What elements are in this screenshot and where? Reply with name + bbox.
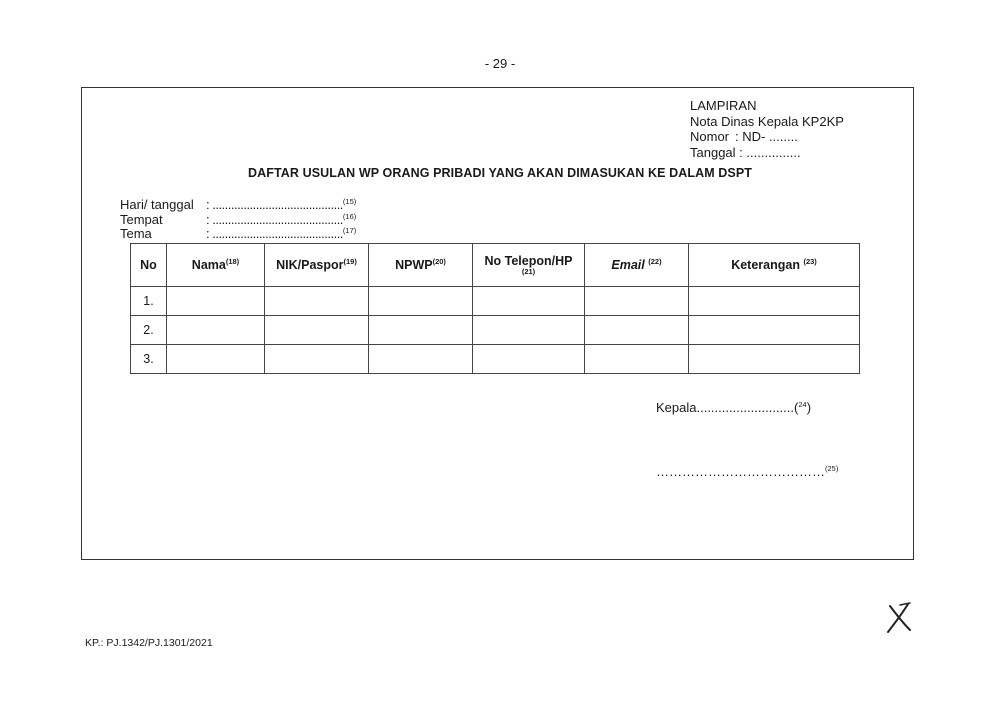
field-hari-tanggal (120, 198, 356, 213)
kepala-signature-line (656, 400, 811, 415)
cell-nik (265, 345, 369, 374)
row-number: 1. (131, 287, 167, 316)
lampiran-block (690, 98, 844, 160)
cell-nama (167, 345, 265, 374)
kepala-label: Kepala........................... (656, 400, 794, 415)
cell-telepon (473, 345, 585, 374)
paraf-mark-icon (880, 600, 920, 636)
nomor-value: : ND- ........ (735, 129, 798, 144)
cell-keterangan (689, 287, 860, 316)
header-nama-label: Nama (191, 257, 226, 272)
field-tempat (120, 213, 356, 228)
wp-table (130, 243, 860, 374)
cell-nik (265, 316, 369, 345)
header-keterangan (689, 244, 860, 287)
cell-email (585, 287, 689, 316)
header-nik (265, 244, 369, 287)
header-keterangan-ref: (23) (803, 256, 817, 266)
header-email-ref: (22) (648, 256, 662, 266)
header-fields (120, 198, 356, 242)
cell-telepon (473, 316, 585, 345)
header-telepon-ref: (21) (521, 266, 536, 276)
header-keterangan-label: Keterangan (731, 257, 800, 272)
header-no: No (131, 244, 167, 287)
table-row (131, 345, 860, 374)
document-title: DAFTAR USULAN WP ORANG PRIBADI YANG AKAN DIMASUKAN KE DALAM DSPT (247, 166, 753, 180)
cell-nama (167, 287, 265, 316)
tanggal-value: : ............... (739, 144, 801, 160)
field-label: Hari/ tanggal (120, 197, 194, 212)
field-ref: (17) (342, 226, 357, 235)
header-nik-label: NIK/Paspor (276, 257, 344, 272)
header-npwp-label: NPWP (395, 257, 433, 272)
table-row (131, 316, 860, 345)
signature-name-line (656, 464, 838, 479)
lampiran-tanggal (690, 145, 844, 161)
cell-email (585, 316, 689, 345)
lampiran-nomor (690, 129, 844, 145)
header-telepon-label: No Telepon/HP (484, 253, 573, 268)
cell-nik (265, 287, 369, 316)
nomor-label: Nomor (690, 129, 730, 144)
cell-keterangan (689, 316, 860, 345)
field-label: Tema (120, 226, 152, 241)
cell-npwp (369, 287, 473, 316)
cell-npwp (369, 316, 473, 345)
header-nama (167, 244, 265, 287)
cell-npwp (369, 345, 473, 374)
header-npwp-ref: (20) (432, 256, 446, 266)
kepala-open: ( (794, 400, 799, 415)
field-ref: (16) (342, 211, 357, 221)
header-email-label: Email (611, 257, 645, 272)
header-nama-ref: (18) (225, 256, 240, 266)
cell-telepon (473, 287, 585, 316)
field-label: Tempat (120, 211, 163, 227)
field-value: : .......................................... (206, 197, 343, 212)
tanggal-label: Tanggal (690, 144, 736, 160)
field-ref: (15) (342, 197, 357, 206)
kepala-ref: 24 (798, 400, 807, 409)
page-number: - 29 - (484, 56, 516, 71)
kepala-close: ) (806, 400, 812, 415)
signature-ref: (25) (825, 464, 839, 473)
field-value: : .......................................... (206, 226, 343, 241)
table-header-row (131, 244, 860, 287)
field-value: : .......................................... (206, 211, 343, 227)
signature-dots: ………………………………… (656, 464, 825, 479)
header-npwp (369, 244, 473, 287)
table-row (131, 287, 860, 316)
row-number: 3. (131, 345, 167, 374)
lampiran-nota-dinas: Nota Dinas Kepala KP2KP (690, 113, 844, 129)
lampiran-heading: LAMPIRAN (690, 98, 757, 113)
field-tema (120, 227, 356, 242)
header-nik-ref: (19) (343, 256, 357, 266)
row-number: 2. (131, 316, 167, 345)
cell-email (585, 345, 689, 374)
footer-reference: KP.: PJ.1342/PJ.1301/2021 (85, 637, 213, 649)
cell-nama (167, 316, 265, 345)
header-telepon (473, 244, 585, 287)
header-email (585, 244, 689, 287)
cell-keterangan (689, 345, 860, 374)
